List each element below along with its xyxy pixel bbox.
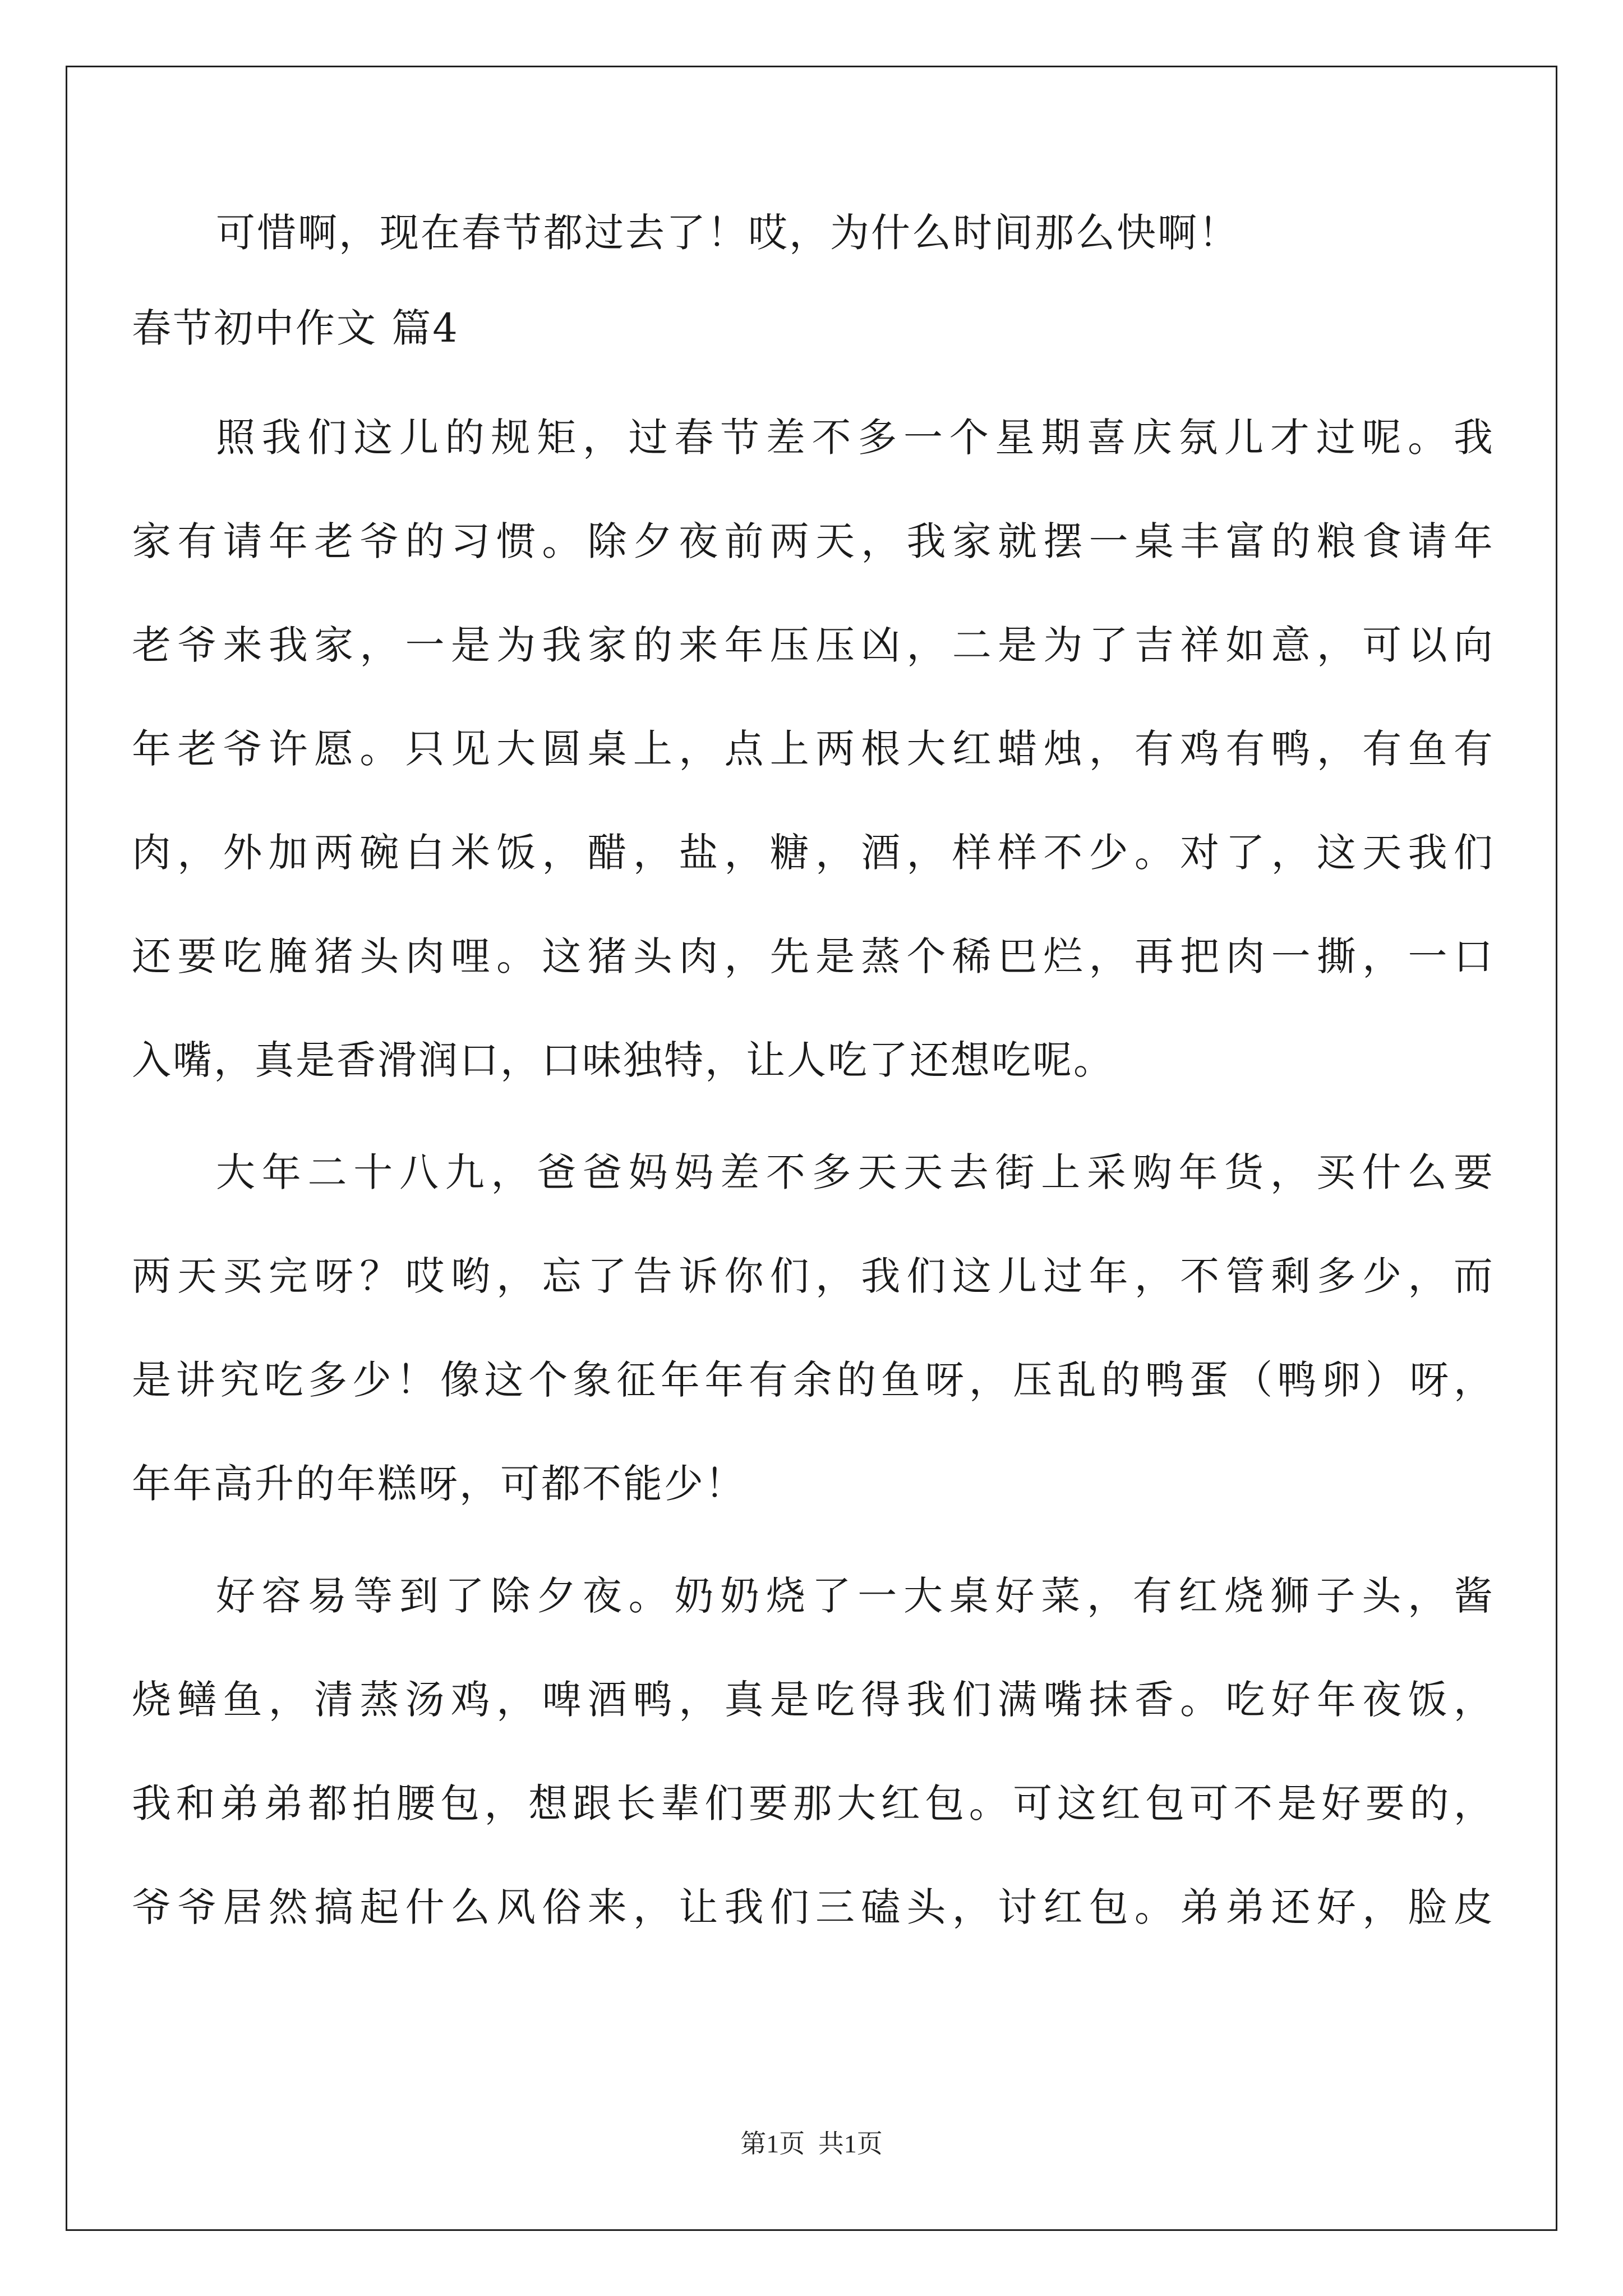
text-line: 年 老 爷 许 愿 。 只 见 大 圆 桌 上 ， 点 上 两 根 大 红 蜡 烛 ， 有 鸡 有 鸭 ， 有 鱼 有 bbox=[132, 726, 1495, 772]
page-footer bbox=[0, 2123, 1623, 2160]
page-number: 第1页 bbox=[740, 2129, 805, 2158]
text-line: 烧 鳝 鱼 ， 清 蒸 汤 鸡 ， 啤 酒 鸭 ， 真 是 吃 得 我 们 满 嘴 抹 香 。 吃 好 年 夜 饭 ， bbox=[132, 1677, 1495, 1723]
text-line: 家 有 请 年 老 爷 的 习 惯 。 除 夕 夜 前 两 天 ， 我 家 就 摆 一 桌 丰 富 的 粮 食 请 年 bbox=[132, 518, 1495, 564]
text-line: 还 要 吃 腌 猪 头 肉 哩 。 这 猪 头 肉 ， 先 是 蒸 个 稀 巴 烂 ， 再 把 肉 一 撕 ， 一 口 bbox=[132, 933, 1495, 979]
text-line: 老 爷 来 我 家 ， 一 是 为 我 家 的 来 年 压 压 凶 ， 二 是 为 了 吉 祥 如 意 ， 可 以 向 bbox=[132, 622, 1495, 668]
text-line: 爷 爷 居 然 搞 起 什 么 风 俗 来 ， 让 我 们 三 磕 头 ， 讨 红 包 。 弟 弟 还 好 ， 脸 皮 bbox=[132, 1884, 1495, 1930]
text-line: 是 讲 究 吃 多 少 ！ 像 这 个 象 征 年 年 有 余 的 鱼 呀 ， 压 乱 的 鸭 蛋 （ 鸭 卵 ） 呀 ， bbox=[132, 1357, 1495, 1403]
text-line: 可惜啊，现在春节都过去了！哎，为什么时间那么快啊！ bbox=[216, 210, 1239, 256]
section-heading: 春节初中作文 篇4 bbox=[132, 305, 459, 351]
text-line: 大 年 二 十 八 九 ， 爸 爸 妈 妈 差 不 多 天 天 去 街 上 采 购 年 货 ， 买 什 么 要 bbox=[216, 1149, 1495, 1195]
text-line: 肉 ， 外 加 两 碗 白 米 饭 ， 醋 ， 盐 ， 糖 ， 酒 ， 样 样 不 少 。 对 了 ， 这 天 我 们 bbox=[132, 830, 1495, 876]
text-line: 入嘴，真是香滑润口，口味独特，让人吃了还想吃呢。 bbox=[132, 1037, 1114, 1083]
text-line: 年年高升的年糕呀，可都不能少！ bbox=[132, 1461, 746, 1507]
text-line: 照 我 们 这 儿 的 规 矩 ， 过 春 节 差 不 多 一 个 星 期 喜 庆 氛 儿 才 过 呢 。 我 bbox=[216, 415, 1495, 461]
text-line: 两 天 买 完 呀 ？ 哎 哟 ， 忘 了 告 诉 你 们 ， 我 们 这 儿 过 年 ， 不 管 剩 多 少 ， 而 bbox=[132, 1253, 1495, 1299]
text-line: 好 容 易 等 到 了 除 夕 夜 。 奶 奶 烧 了 一 大 桌 好 菜 ， 有 红 烧 狮 子 头 ， 酱 bbox=[216, 1573, 1495, 1619]
text-line: 我 和 弟 弟 都 拍 腰 包 ， 想 跟 长 辈 们 要 那 大 红 包 。 可 这 红 包 可 不 是 好 要 的 ， bbox=[132, 1780, 1495, 1826]
page-total: 共1页 bbox=[818, 2129, 883, 2158]
